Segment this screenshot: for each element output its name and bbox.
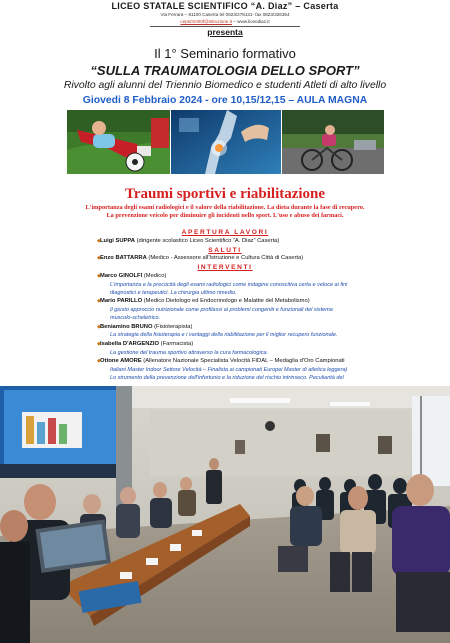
speaker-name: Mario PARILLO: [100, 298, 143, 304]
bullet-icon: ◆: [97, 238, 101, 244]
talk-description: L'importanza e la precocità degli esami radiologici come indagine conoscitiva certa e veloce ai fini: [110, 282, 348, 288]
talk-description: La strategia della fisioterapia e i vantaggi della riabilitazione per il miglior recupero funzionale.: [110, 332, 338, 338]
bullet-icon: ◆: [97, 324, 101, 330]
speaker-role: (Medico - Assessore all'Istruzione e Cultura Città di Caserta): [146, 255, 304, 261]
event-title-line2: “SULLA TRAUMATOLOGIA DELLO SPORT”: [90, 63, 360, 78]
speaker-name: Isabella D'ARGENZIO: [100, 341, 160, 347]
contact-separator: –: [233, 19, 238, 24]
school-name: LICEO STATALE SCIENTIFICO “A. Diaz” – Caserta: [111, 1, 339, 11]
speaker-name: Luigi SUPPA: [100, 238, 135, 244]
greetings-heading: SALUTI: [208, 247, 242, 254]
topic-line2: La prevenzione veicolo per diminuire gli incidenti nello sport. L'uso e abuso dei farmaci.: [106, 212, 344, 219]
talk-description: diagnostici e terapeutici. La chirurgia ultimo rimedio.: [110, 290, 237, 296]
speaker-role: (Farmacista): [159, 341, 194, 347]
talk-speaker: [97, 324, 193, 330]
speaker-name: Enzo BATTARRA: [100, 255, 147, 261]
event-audience: Rivolto agli alunni del Triennio Biomedico e studenti Atleti di alto livello: [63, 80, 387, 91]
knee-xray-photo: [171, 110, 281, 174]
bullet-icon: ◆: [97, 358, 101, 364]
football-injury-photo: [67, 110, 170, 174]
speaker-role: (Fisioterapista): [152, 324, 193, 330]
talk-description: muscolo-scheletrico.: [110, 315, 161, 321]
speaker-role: (Medico): [142, 273, 167, 279]
bullet-icon: ◆: [97, 298, 101, 304]
speaker-role: (Medico Dietologo ed Endocrinologo e Malattie del Metabolismo): [142, 298, 310, 304]
topic-line1: L'importanza degli esami radiologici e il valore della riabilitazione. La dieta durante la fase di recupero.: [85, 204, 365, 211]
talk-speaker: [97, 298, 310, 304]
speaker-role: (Allenatore Nazionale Specialista Velocità FIDAL – Medaglia d'Oro Campionati: [141, 358, 345, 364]
speaker-name: Beniamino BRUNO: [100, 324, 153, 330]
opening-speaker: [97, 238, 280, 244]
speaker-role: (dirigente scolastico Liceo Scientifico “A. Diaz” Caserta): [135, 238, 280, 244]
website-link[interactable]: www.liceodiaz.it: [237, 19, 270, 24]
topic-title: Traumi sportivi e riabilitazione: [124, 186, 326, 202]
sports-photo-strip: [67, 110, 384, 174]
speaker-name: Ottone AMORE: [100, 358, 142, 364]
school-address: Via Ferrara – 81100 Caserta tel 0823/278131- fax 0823/326354: [160, 12, 290, 17]
conference-room-photo: [0, 386, 450, 643]
talks-heading: INTERVENTI: [197, 264, 253, 271]
email-link[interactable]: ceps01000f@istruzione.it: [180, 19, 233, 24]
event-title-line1: Il 1° Seminario formativo: [154, 46, 296, 61]
talk-description: Il giusto approccio nutrizionale come profilassi ai problemi congeniti e funzionali del sistema: [110, 307, 333, 313]
talk-description: Italiani Master Indoor Settore Velocità – Finalista ai campionati Europei Master di atletica leggera): [110, 367, 348, 373]
opening-heading: APERTURA LAVORI: [181, 229, 269, 236]
event-datetime: Giovedi 8 Febbraio 2024 - ore 10,15/12,15 – AULA MAGNA: [82, 95, 368, 106]
greetings-speaker: [97, 255, 304, 261]
speaker-name: Marco GINOLFI: [100, 273, 143, 279]
cycling-crash-photo: [282, 110, 384, 174]
bullet-icon: ◆: [97, 255, 101, 261]
contact-line: [0, 19, 450, 24]
talk-speaker: [97, 273, 167, 279]
talk-speaker: [97, 341, 194, 347]
talk-speaker: [97, 358, 345, 364]
talk-description: La gestione del trauma sportivo attraverso la cura farmacologica.: [110, 350, 269, 356]
talk-description: Lo strumento della prevenzione dell'infortunio e la riduzione del rischio intrinseco. Peculiarità del: [110, 375, 344, 381]
presenta-label: presenta: [207, 27, 243, 37]
bullet-icon: ◆: [97, 341, 101, 347]
bullet-icon: ◆: [97, 273, 101, 279]
